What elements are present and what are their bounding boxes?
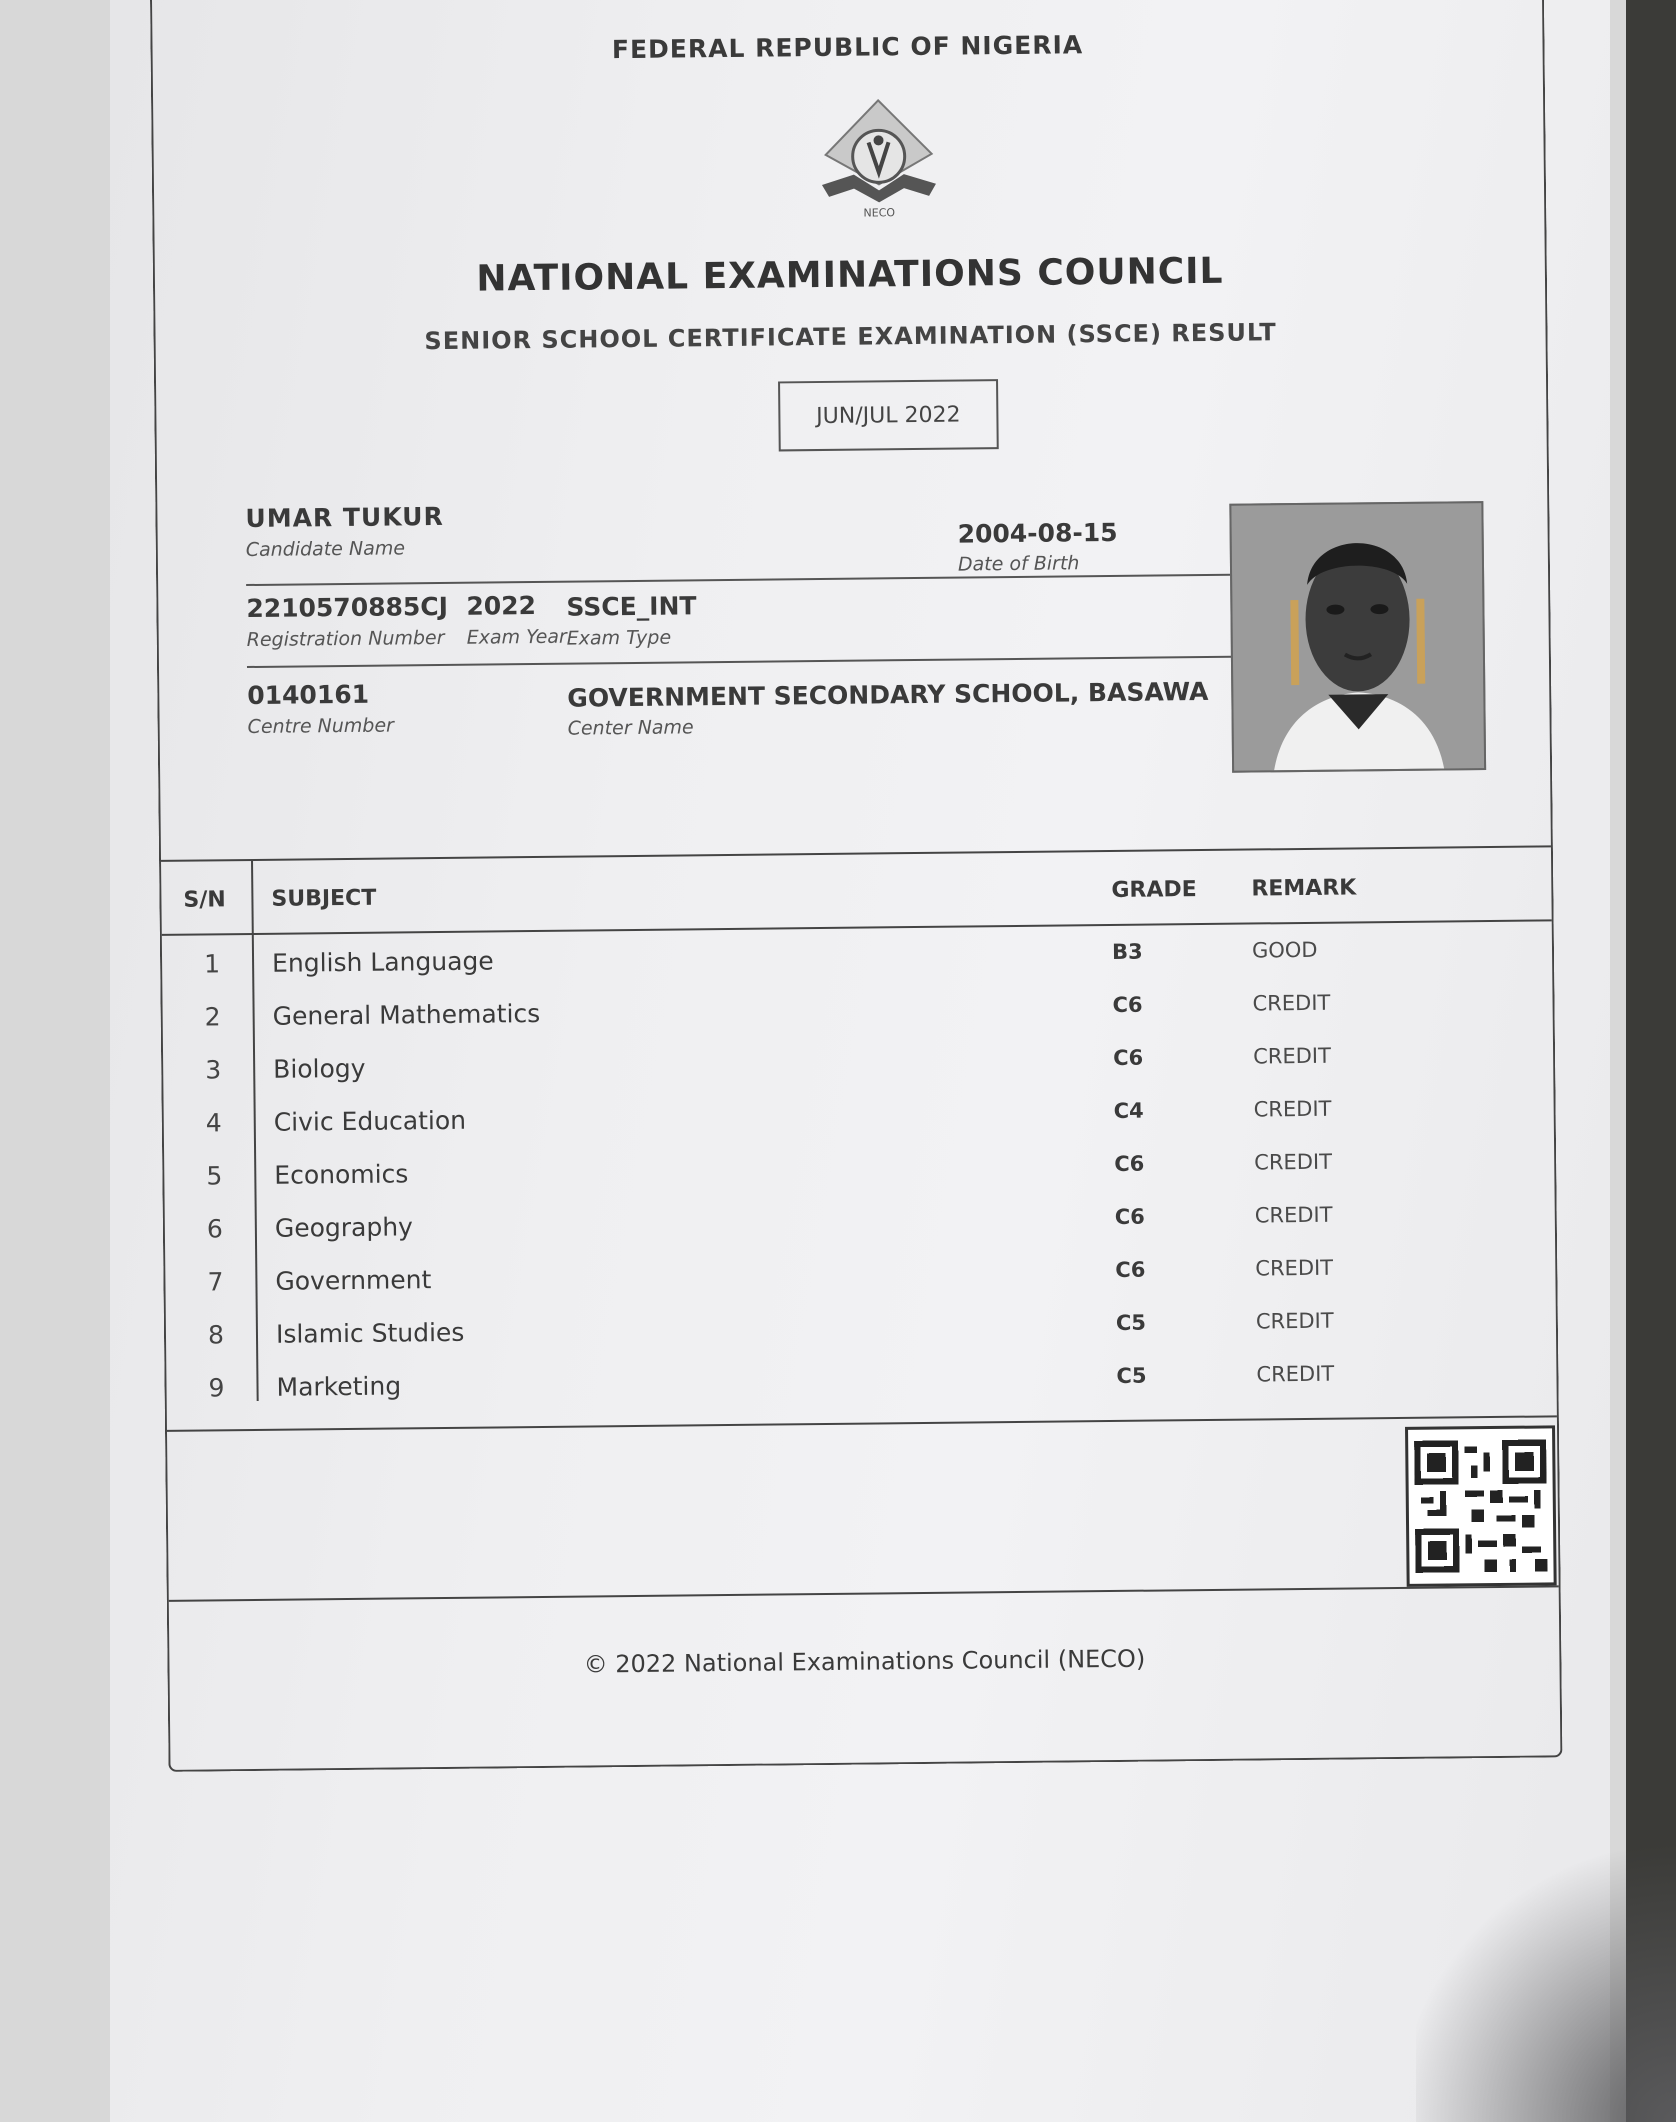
centre-no-label: Centre Number	[247, 714, 395, 739]
row-sn: 1	[203, 949, 221, 979]
table-border-top	[161, 845, 1551, 862]
row-subject: Geography	[274, 1212, 414, 1243]
exam-year-value: 2022	[466, 590, 537, 621]
candidate-name: UMAR TUKUR	[245, 501, 444, 534]
row-grade: C6	[1114, 1151, 1145, 1176]
exam-title: SENIOR SCHOOL CERTIFICATE EXAMINATION (SSCE) RESULT	[424, 318, 1277, 356]
row-subject: Government	[275, 1265, 432, 1296]
row-grade: B3	[1111, 939, 1143, 964]
row-sn: 6	[206, 1214, 223, 1244]
exam-type-label: Exam Type	[566, 626, 672, 650]
row-subject: English Language	[271, 946, 494, 978]
centre-no-value: 0140161	[247, 679, 370, 711]
row-sn: 2	[204, 1002, 221, 1032]
row-remark: GOOD	[1251, 937, 1318, 963]
row-sn: 5	[206, 1161, 223, 1191]
council-title: NATIONAL EXAMINATIONS COUNCIL	[476, 250, 1224, 300]
reg-no-value: 2210570885CJ	[246, 591, 449, 624]
candidate-name-label: Candidate Name	[245, 537, 406, 562]
session-label: JUN/JUL 2022	[816, 402, 961, 429]
row-grade: C6	[1115, 1257, 1146, 1282]
svg-text:NECO: NECO	[863, 206, 896, 220]
candidate-photo	[1229, 501, 1486, 773]
row-sn: 7	[207, 1267, 224, 1297]
exam-year-label: Exam Year	[466, 625, 567, 649]
header-subject: SUBJECT	[271, 885, 377, 912]
dob-value: 2004-08-15	[957, 517, 1118, 549]
row-subject: Economics	[274, 1159, 409, 1190]
row-subject: Civic Education	[273, 1105, 467, 1137]
row-sn: 3	[205, 1055, 222, 1085]
divider	[246, 574, 1231, 586]
centre-name-label: Center Name	[567, 716, 694, 740]
qr-code-icon	[1405, 1425, 1557, 1587]
row-remark: CREDIT	[1255, 1255, 1334, 1281]
row-subject: Islamic Studies	[275, 1317, 465, 1349]
row-remark: CREDIT	[1255, 1308, 1334, 1334]
exam-type-value: SSCE_INT	[566, 591, 697, 622]
copyright-text: © 2022 National Examinations Council (NECO)	[583, 1644, 1146, 1679]
header-remark: REMARK	[1251, 875, 1357, 902]
footer-divider	[169, 1585, 1559, 1602]
reg-no-label: Registration Number	[246, 626, 445, 652]
row-grade: C6	[1114, 1204, 1145, 1229]
row-grade: C6	[1112, 992, 1143, 1017]
row-subject: General Mathematics	[272, 998, 541, 1031]
row-sn: 4	[205, 1108, 222, 1138]
centre-name-value: GOVERNMENT SECONDARY SCHOOL, BASAWA	[567, 676, 1209, 713]
row-subject: Marketing	[276, 1371, 402, 1402]
row-grade: C6	[1113, 1045, 1144, 1070]
country-heading: FEDERAL REPUBLIC OF NIGERIA	[611, 30, 1084, 65]
row-subject: Biology	[273, 1053, 366, 1084]
row-remark: CREDIT	[1252, 990, 1331, 1016]
result-document	[150, 0, 1562, 1772]
divider	[247, 656, 1232, 668]
dob-label: Date of Birth	[957, 552, 1080, 576]
row-sn: 8	[207, 1320, 225, 1350]
row-remark: CREDIT	[1256, 1361, 1335, 1387]
shadow	[1416, 1822, 1676, 2122]
session-box	[778, 379, 999, 451]
header-sn: S/N	[183, 887, 226, 913]
neco-logo-icon	[813, 92, 944, 223]
row-remark: CREDIT	[1252, 1043, 1331, 1069]
row-remark: CREDIT	[1253, 1096, 1332, 1122]
row-grade: C5	[1115, 1310, 1147, 1335]
row-grade: C5	[1116, 1363, 1147, 1388]
row-remark: CREDIT	[1254, 1149, 1333, 1175]
row-remark: CREDIT	[1254, 1202, 1333, 1228]
background-edge	[1626, 0, 1676, 2122]
header-grade: GRADE	[1111, 877, 1197, 903]
row-grade: C4	[1113, 1098, 1144, 1123]
row-sn: 9	[208, 1373, 225, 1403]
table-header-divider	[162, 919, 1552, 936]
